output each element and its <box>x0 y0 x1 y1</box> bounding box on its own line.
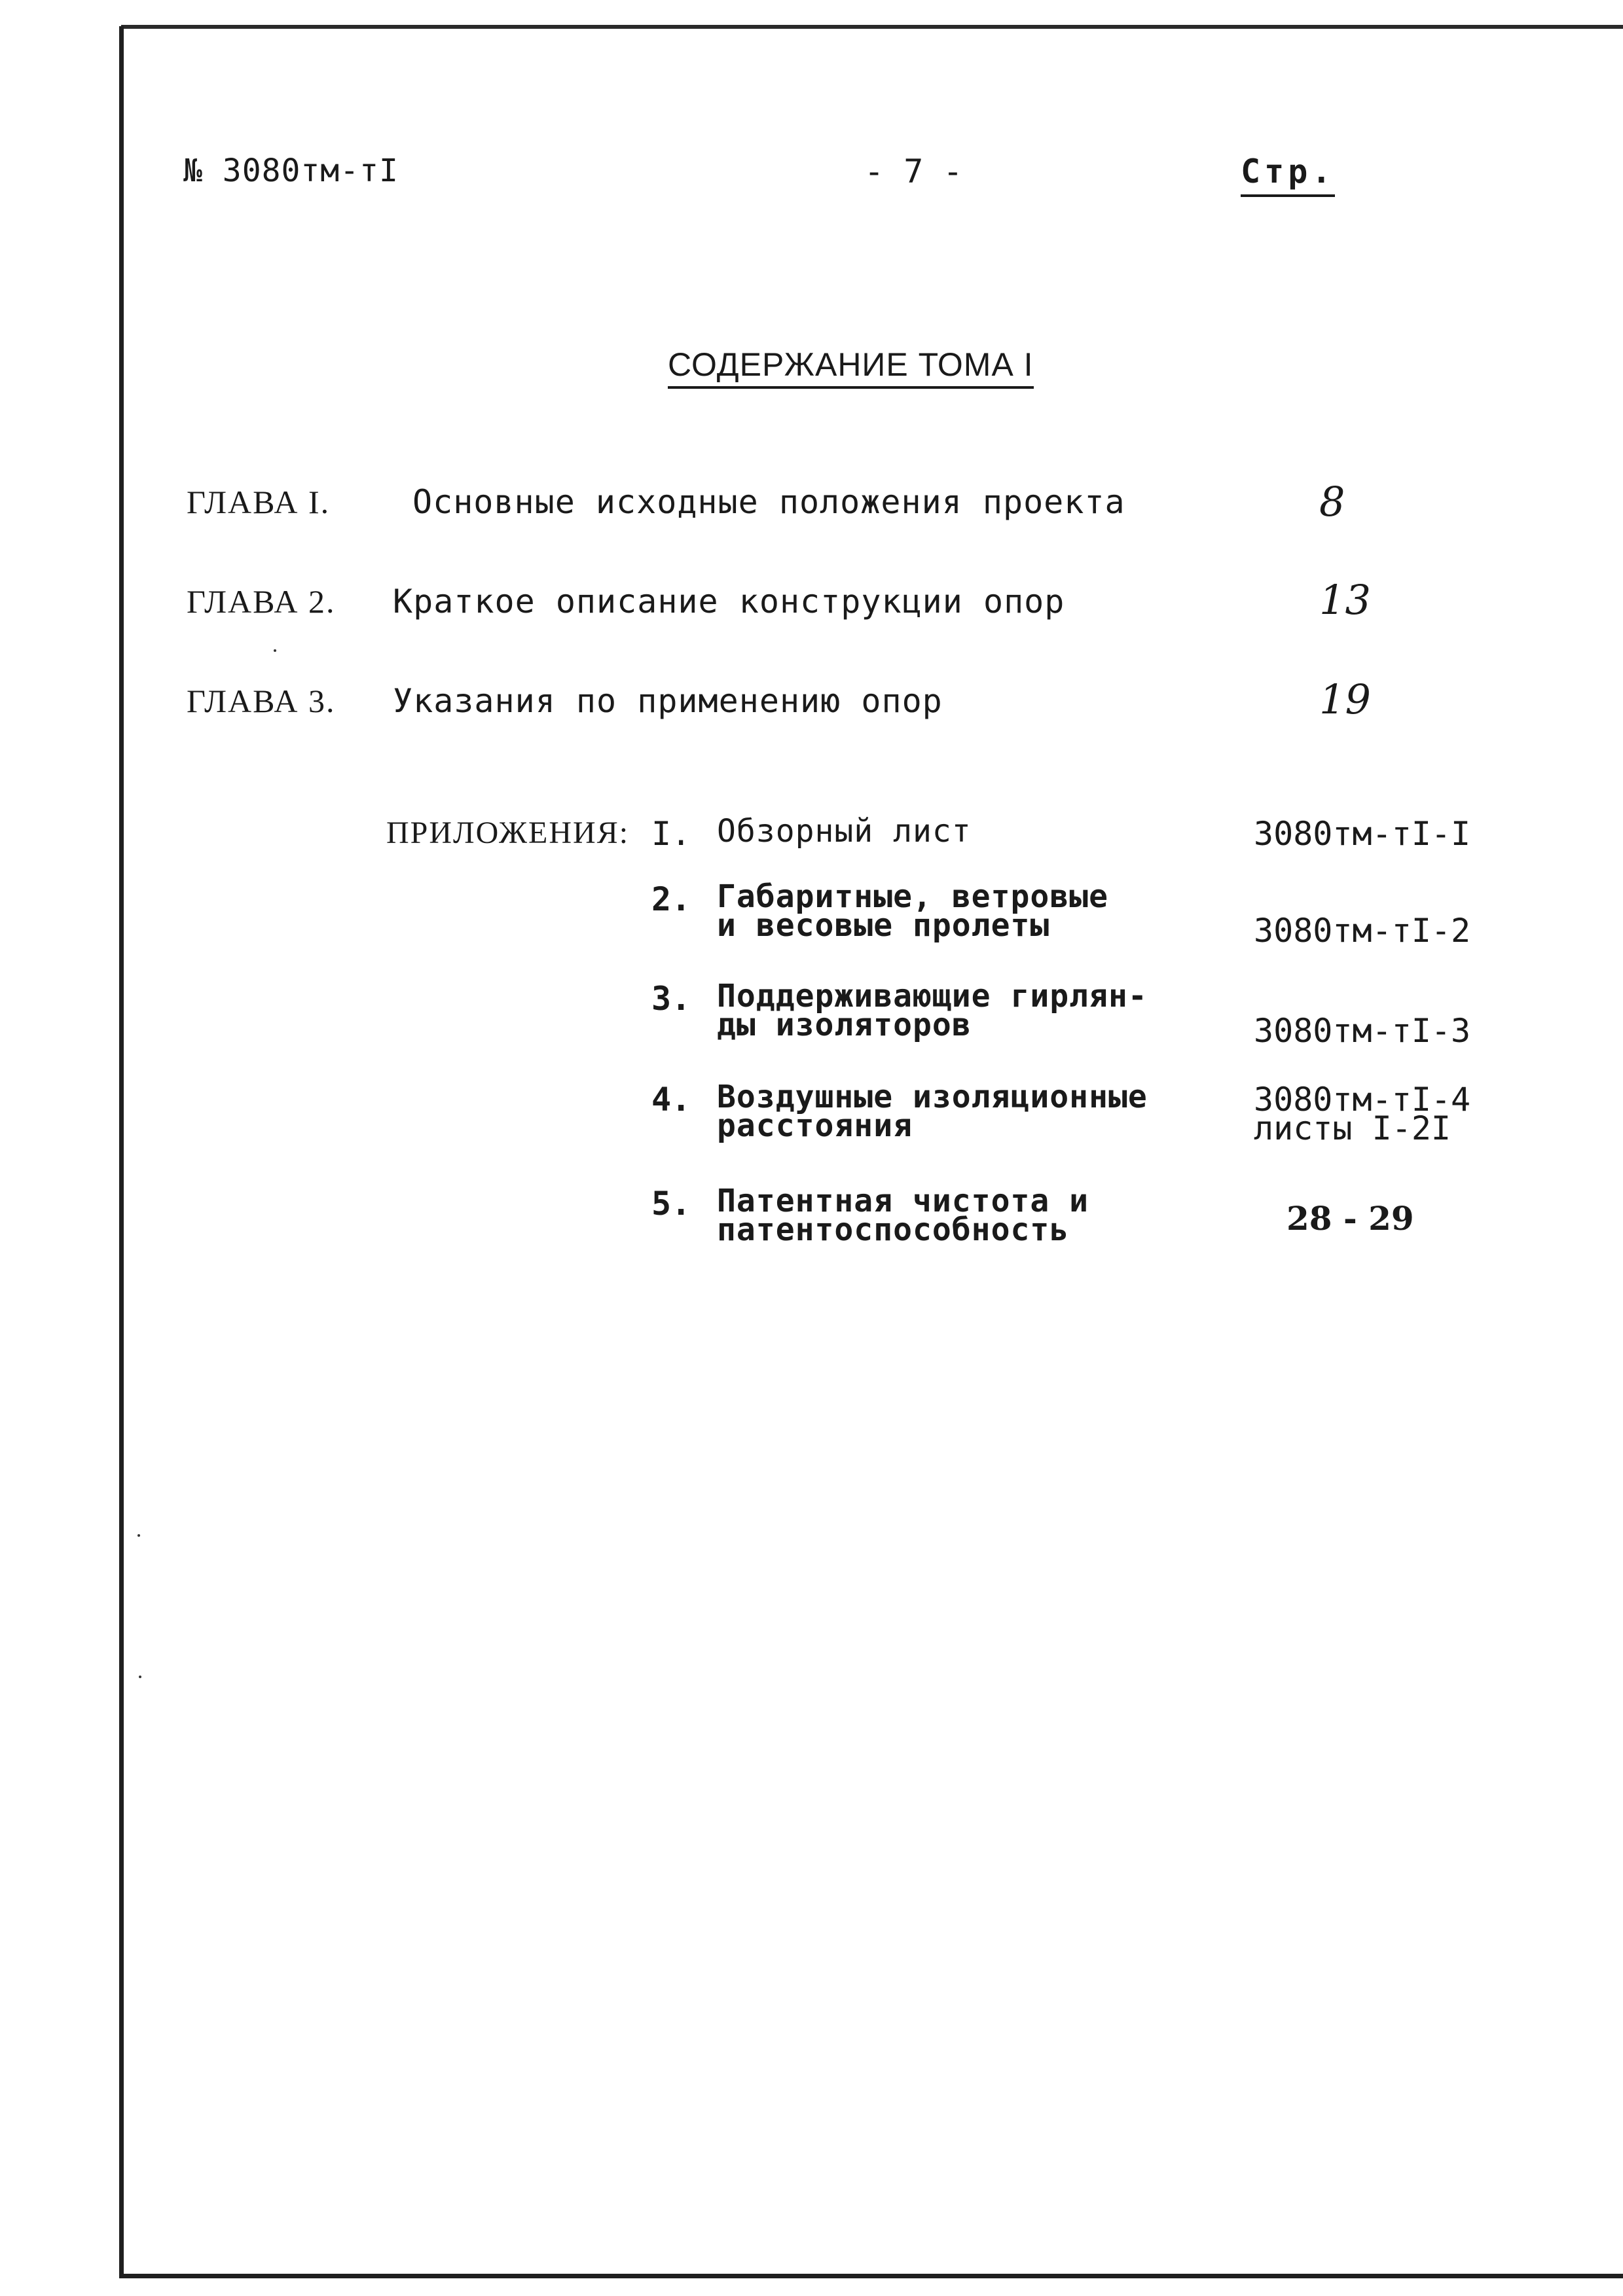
frame-bottom-border <box>119 2274 1623 2278</box>
chapter-title: Указания по применению опор <box>393 682 943 720</box>
document-number: № 3080тм-тI <box>183 152 399 189</box>
appendix-code: 3080тм-тI-I <box>1254 815 1471 853</box>
chapter-label: ГЛАВА 2. <box>187 583 336 620</box>
chapter-title: Основные исходные положения проекта <box>412 483 1125 521</box>
scan-speck <box>137 1534 140 1537</box>
appendix-code: 3080тм-тI-2 <box>1254 912 1471 950</box>
appendix-title: Поддерживающие гирлян- ды изоляторов <box>717 978 1148 1043</box>
page-number: - 7 - <box>864 152 963 190</box>
appendix-title: Патентная чистота и патентоспособность <box>717 1183 1089 1248</box>
appendix-header: ПРИЛОЖЕНИЯ: <box>386 816 630 850</box>
chapter-label: ГЛАВА 3. <box>187 683 336 719</box>
appendix-title: Обзорный лист <box>717 813 972 850</box>
appendix-number: 3. <box>651 980 691 1018</box>
frame-top-border <box>121 25 1623 29</box>
scan-speck <box>139 1676 141 1678</box>
toc-title: СОДЕРЖАНИЕ ТОМА I <box>668 346 1034 389</box>
page-column-label: Стр. <box>1241 152 1335 197</box>
appendix-title: Воздушные изоляционные расстояния <box>717 1079 1148 1144</box>
appendix-title: Габаритные, ветровые и весовые пролеты <box>717 878 1108 944</box>
chapter-page: 13 <box>1319 576 1371 624</box>
appendix-code: 3080тм-тI-3 <box>1254 1012 1471 1050</box>
appendix-number: 4. <box>651 1081 691 1119</box>
appendix-number: I. <box>651 815 691 853</box>
chapter-title: Краткое описание конструкции опор <box>393 583 1065 620</box>
scan-speck <box>274 649 276 652</box>
chapter-label: ГЛАВА I. <box>187 484 331 520</box>
appendix-code: 3080тм-тI-4 листы I-2I <box>1254 1081 1471 1147</box>
appendix-number: 2. <box>651 880 691 918</box>
chapter-page: 8 <box>1319 478 1345 526</box>
chapter-page: 19 <box>1319 675 1371 723</box>
appendix-pages: 28 - 29 <box>1286 1199 1414 1238</box>
frame-left-border <box>119 26 124 2278</box>
appendix-number: 5. <box>651 1185 691 1223</box>
